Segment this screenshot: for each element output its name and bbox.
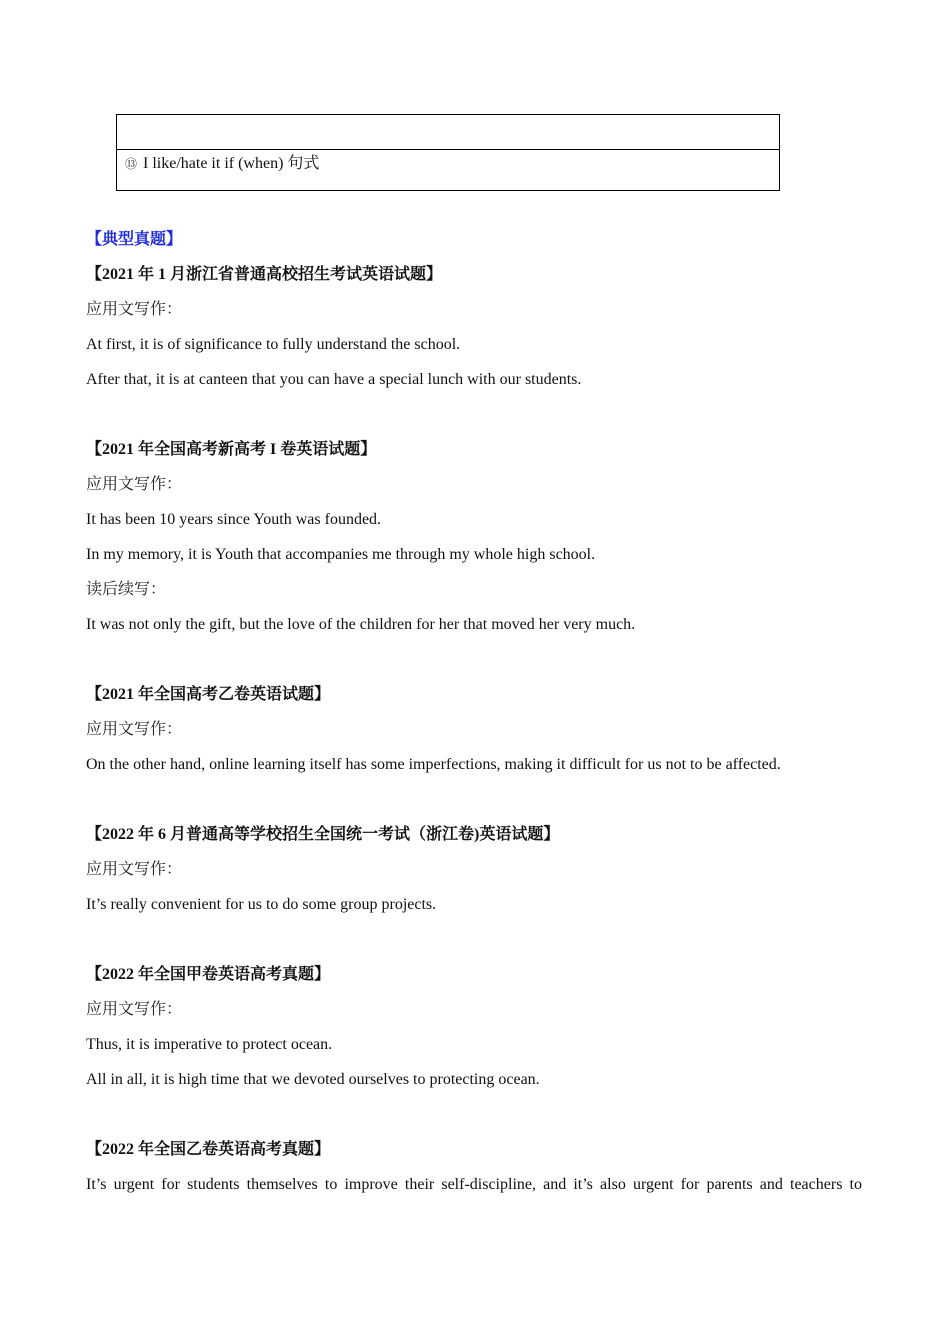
table-cell-text: I like/hate it if (when) 句式 xyxy=(143,155,320,172)
example-sentence: It’s urgent for students themselves to improve their self-discipline, and it’s also urgent for parents and teachers to xyxy=(86,1176,862,1193)
exam-examples xyxy=(86,222,862,1202)
example-sentence: On the other hand, online learning itself has some imperfections, making it difficult for us not to be affected. xyxy=(86,756,781,773)
example-sentence: Thus, it is imperative to protect ocean. xyxy=(86,1036,333,1053)
example-sentence: It was not only the gift, but the love of the children for her that moved her very much. xyxy=(86,616,636,633)
exam-heading: 【2021 年全国高考新高考 I 卷英语试题】 xyxy=(86,441,377,458)
table-cell-empty xyxy=(117,115,780,150)
writing-type-label: 应用文写作： xyxy=(86,301,183,318)
example-sentence: After that, it is at canteen that you can have a special lunch with our students. xyxy=(86,371,582,388)
example-sentence: It’s really convenient for us to do some group projects. xyxy=(86,896,437,913)
spacer xyxy=(86,922,862,957)
spacer xyxy=(86,642,862,677)
exam-heading: 【2022 年 6 月普通高等学校招生全国统一考试（浙江卷)英语试题】 xyxy=(86,826,560,843)
circled-number-marker: ⑬ xyxy=(125,157,138,171)
table-row xyxy=(117,115,780,150)
example-sentence: All in all, it is high time that we devoted ourselves to protecting ocean. xyxy=(86,1071,540,1088)
exam-heading: 【2022 年全国乙卷英语高考真题】 xyxy=(86,1141,331,1158)
example-sentence: At first, it is of significance to fully understand the school. xyxy=(86,336,461,353)
exam-heading: 【2022 年全国甲卷英语高考真题】 xyxy=(86,966,331,983)
table-cell xyxy=(117,150,780,191)
section-title: 【典型真题】 xyxy=(86,231,183,248)
grammar-table xyxy=(116,114,780,191)
spacer xyxy=(86,782,862,817)
spacer xyxy=(86,1097,862,1132)
example-sentence: It has been 10 years since Youth was founded. xyxy=(86,511,382,528)
spacer xyxy=(86,397,862,432)
table-row xyxy=(117,150,780,191)
exam-heading: 【2021 年全国高考乙卷英语试题】 xyxy=(86,686,331,703)
writing-type-label: 应用文写作： xyxy=(86,721,183,738)
writing-type-label: 应用文写作： xyxy=(86,1001,183,1018)
writing-type-label: 应用文写作： xyxy=(86,861,183,878)
exam-heading: 【2021 年 1 月浙江省普通高校招生考试英语试题】 xyxy=(86,266,443,283)
writing-type-label: 应用文写作： xyxy=(86,476,183,493)
writing-type-label: 读后续写： xyxy=(86,581,167,598)
example-sentence: In my memory, it is Youth that accompanies me through my whole high school. xyxy=(86,546,596,563)
